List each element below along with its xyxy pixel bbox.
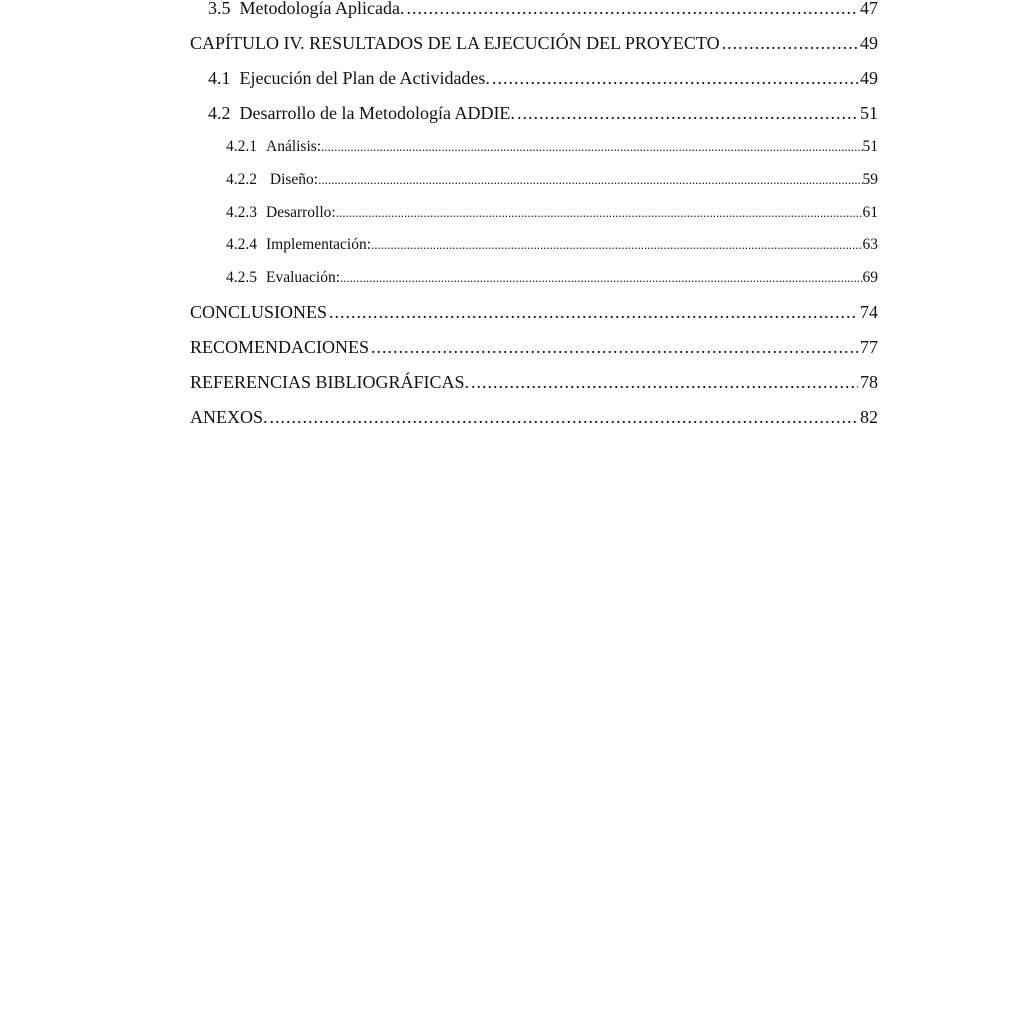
toc-entry-4-1[interactable]: [190, 61, 878, 96]
toc-entry-title: Desarrollo de la Metodología ADDIE.: [239, 103, 515, 123]
toc-dot-leader: [318, 164, 862, 197]
toc-entry-label: [226, 197, 336, 230]
toc-entry-page: 59: [862, 170, 878, 188]
toc-entry-label: [190, 330, 369, 365]
toc-entry-4-2-3[interactable]: [190, 197, 878, 230]
toc-entry-title: CONCLUSIONES: [190, 301, 328, 322]
toc-dot-leader: [471, 365, 858, 400]
toc-entry-page: 51: [862, 138, 878, 155]
toc-entry-title: RECOMENDACIONES: [190, 336, 370, 357]
toc-entry-page: 49: [860, 68, 878, 88]
toc-entry-label: [190, 365, 469, 400]
toc-dot-leader: [371, 229, 862, 262]
toc-entry-title: Metodología Aplicada.: [239, 0, 405, 18]
toc-entry-label: [208, 96, 515, 131]
toc-entry-4-2-2[interactable]: [190, 164, 878, 197]
toc-entry-number: 4.2.1: [226, 138, 257, 155]
toc-entry-label: [226, 262, 340, 295]
toc-entry-page: 74: [860, 301, 878, 322]
toc-entry-label: [226, 164, 318, 197]
toc-entry-page: 61: [862, 203, 878, 221]
toc-entry-label: [190, 26, 720, 61]
toc-entry-label: [190, 295, 327, 330]
toc-dot-leader: [517, 96, 858, 131]
toc-entry-title: Ejecución del Plan de Actividades.: [239, 68, 490, 88]
toc-entry-conclusiones[interactable]: [190, 295, 878, 330]
toc-entry-page: 63: [862, 236, 878, 254]
toc-entry-number: 4.2.3: [226, 203, 257, 221]
toc-entry-label: [208, 0, 404, 26]
toc-entry-recomendaciones[interactable]: [190, 330, 878, 365]
toc-entry-4-2-1[interactable]: [190, 131, 878, 164]
toc-entry-title: Evaluación:: [266, 269, 341, 286]
toc-dot-leader: [722, 26, 858, 61]
toc-dot-leader: [270, 400, 858, 435]
toc-entry-page: 82: [860, 406, 878, 427]
toc-entry-title: Diseño:: [266, 170, 319, 188]
toc-entry-page: 78: [860, 371, 878, 392]
toc-entry-page: 69: [862, 269, 878, 286]
toc-entry-title: CAPÍTULO IV. RESULTADOS DE LA EJECUCIÓN DEL PROYECTO: [190, 33, 720, 53]
toc-entry-label: [226, 229, 371, 262]
toc-entry-referencias[interactable]: [190, 365, 878, 400]
toc-entry-chapter-iv[interactable]: [190, 26, 878, 61]
toc-entry-page: 49: [860, 33, 878, 53]
toc-dot-leader: [336, 197, 863, 230]
toc-entry-number: 4.2.5: [226, 269, 257, 286]
toc-entry-4-2-4[interactable]: [190, 229, 878, 262]
toc-entry-number: 4.2.2: [226, 170, 257, 188]
toc-dot-leader: [406, 0, 858, 26]
toc-dot-leader: [329, 295, 858, 330]
toc-entry-page: 77: [860, 336, 878, 357]
toc-entry-page: 51: [860, 103, 878, 123]
toc-entry-number: 4.2.4: [226, 236, 257, 254]
toc-dot-leader: [321, 131, 862, 164]
toc-entry-4-2[interactable]: [190, 96, 878, 131]
toc-entry-3-5[interactable]: [190, 0, 878, 26]
toc-dot-leader: [492, 61, 858, 96]
toc-entry-anexos[interactable]: [190, 400, 878, 435]
toc-entry-title: REFERENCIAS BIBLIOGRÁFICAS.: [190, 371, 470, 392]
toc-entry-number: 4.2: [208, 103, 231, 123]
table-of-contents: [190, 0, 878, 435]
toc-entry-number: 3.5: [208, 0, 231, 18]
toc-entry-title: ANEXOS.: [190, 406, 268, 427]
toc-entry-title: Desarrollo:: [266, 203, 336, 221]
toc-entry-title: Análisis:: [266, 138, 322, 155]
toc-entry-4-2-5[interactable]: [190, 262, 878, 295]
toc-entry-number: 4.1: [208, 68, 231, 88]
toc-entry-label: [190, 400, 268, 435]
toc-entry-label: [208, 61, 490, 96]
toc-entry-title: Implementación:: [266, 236, 372, 254]
toc-entry-page: 47: [860, 0, 878, 18]
toc-dot-leader: [371, 330, 858, 365]
toc-entry-label: [226, 131, 321, 164]
toc-dot-leader: [340, 262, 862, 295]
